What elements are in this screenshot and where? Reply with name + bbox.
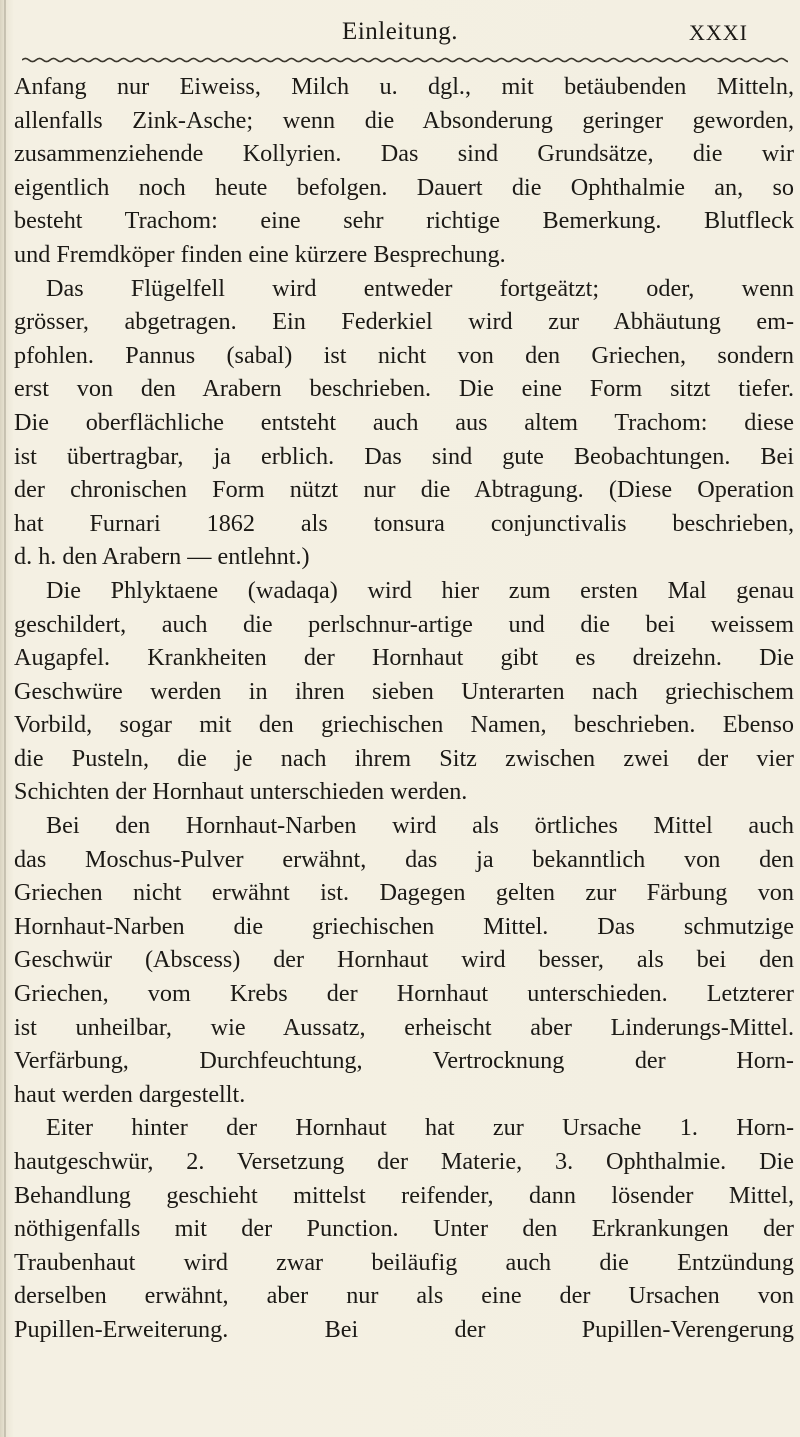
- text-line: erst von den Arabern beschrieben. Die eine Form sitzt tiefer.: [14, 375, 794, 403]
- text-line: zusammenziehende Kollyrien. Das sind Grundsätze, die wir: [14, 140, 794, 168]
- text-line: geschildert, auch die perlschnur-artige und die bei weissem: [14, 610, 794, 638]
- text-line: Hornhaut-Narben die griechischen Mittel. Das schmutzige: [14, 912, 794, 940]
- text-line: Augapfel. Krankheiten der Hornhaut gibt es dreizehn. Die: [14, 644, 794, 672]
- text-line: Geschwüre werden in ihren sieben Unterarten nach griechischem: [14, 677, 794, 705]
- text-line: Die Phlyktaene (wadaqa) wird hier zum ersten Mal genau: [46, 576, 794, 604]
- text-line: Bei den Hornhaut-Narben wird als örtliches Mittel auch: [46, 812, 794, 840]
- text-line: besteht Trachom: eine sehr richtige Bemerkung. Blutfleck: [14, 207, 794, 235]
- text-line: das Moschus-Pulver erwähnt, das ja bekanntlich von den: [14, 845, 794, 873]
- page-number: XXXI: [689, 20, 748, 45]
- text-line: Schichten der Hornhaut unterschieden werden.: [14, 778, 468, 806]
- text-line: Pupillen-Erweiterung. Bei der Pupillen-Verengerung: [14, 1315, 794, 1343]
- text-line: Die oberflächliche entsteht auch aus altem Trachom: diese: [14, 408, 794, 436]
- text-line: Vorbild, sogar mit den griechischen Namen, beschrieben. Ebenso: [14, 711, 794, 739]
- text-line: pfohlen. Pannus (sabal) ist nicht von den Griechen, sondern: [14, 341, 794, 369]
- binding-edge: [4, 0, 6, 1437]
- text-line: ist übertragbar, ja erblich. Das sind gute Beobachtungen. Bei: [14, 442, 794, 470]
- text-line: eigentlich noch heute befolgen. Dauert die Ophthalmie an, so: [14, 173, 794, 201]
- body-text: [14, 70, 794, 1347]
- text-line: nöthigenfalls mit der Punction. Unter den Erkrankungen der: [14, 1215, 794, 1243]
- text-line: Verfärbung, Durchfeuchtung, Vertrocknung der Horn-: [14, 1047, 794, 1075]
- text-line: Griechen, vom Krebs der Hornhaut unterschieden. Letzterer: [14, 980, 794, 1008]
- text-line: und Fremdköper finden eine kürzere Besprechung.: [14, 240, 506, 268]
- text-line: Behandlung geschieht mittelst reifender, dann lösender Mittel,: [14, 1181, 794, 1209]
- running-title: Einleitung.: [342, 18, 458, 45]
- text-line: Griechen nicht erwähnt ist. Dagegen gelten zur Färbung von: [14, 879, 794, 907]
- text-line: derselben erwähnt, aber nur als eine der Ursachen von: [14, 1282, 794, 1310]
- text-line: Anfang nur Eiweiss, Milch u. dgl., mit betäubenden Mitteln,: [14, 73, 794, 100]
- text-line: haut werden dargestellt.: [14, 1080, 246, 1108]
- text-line: Traubenhaut wird zwar beiläufig auch die Entzündung: [14, 1248, 794, 1276]
- text-line: grösser, abgetragen. Ein Federkiel wird zur Abhäutung em-: [14, 308, 794, 336]
- text-line: die Pusteln, die je nach ihrem Sitz zwischen zwei der vier: [14, 744, 794, 772]
- text-line: allenfalls Zink-Asche; wenn die Absonderung geringer geworden,: [14, 106, 794, 134]
- page-header: [0, 18, 800, 48]
- text-line: d. h. den Arabern — entlehnt.): [14, 543, 310, 571]
- text-line: Geschwür (Abscess) der Hornhaut wird besser, als bei den: [14, 946, 794, 974]
- text-line: der chronischen Form nützt nur die Abtragung. (Diese Operation: [14, 476, 794, 504]
- text-line: ist unheilbar, wie Aussatz, erheischt aber Linderungs-Mittel.: [14, 1013, 794, 1041]
- text-line: hautgeschwür, 2. Versetzung der Materie, 3. Ophthalmie. Die: [14, 1148, 794, 1175]
- text-line: hat Furnari 1862 als tonsura conjunctivalis beschrieben,: [14, 509, 794, 537]
- text-line: Das Flügelfell wird entweder fortgeätzt; oder, wenn: [46, 274, 794, 302]
- header-ornament-rule: [22, 54, 788, 66]
- wavy-rule-icon: [22, 54, 788, 66]
- text-line: Eiter hinter der Hornhaut hat zur Ursache 1. Horn-: [46, 1114, 794, 1142]
